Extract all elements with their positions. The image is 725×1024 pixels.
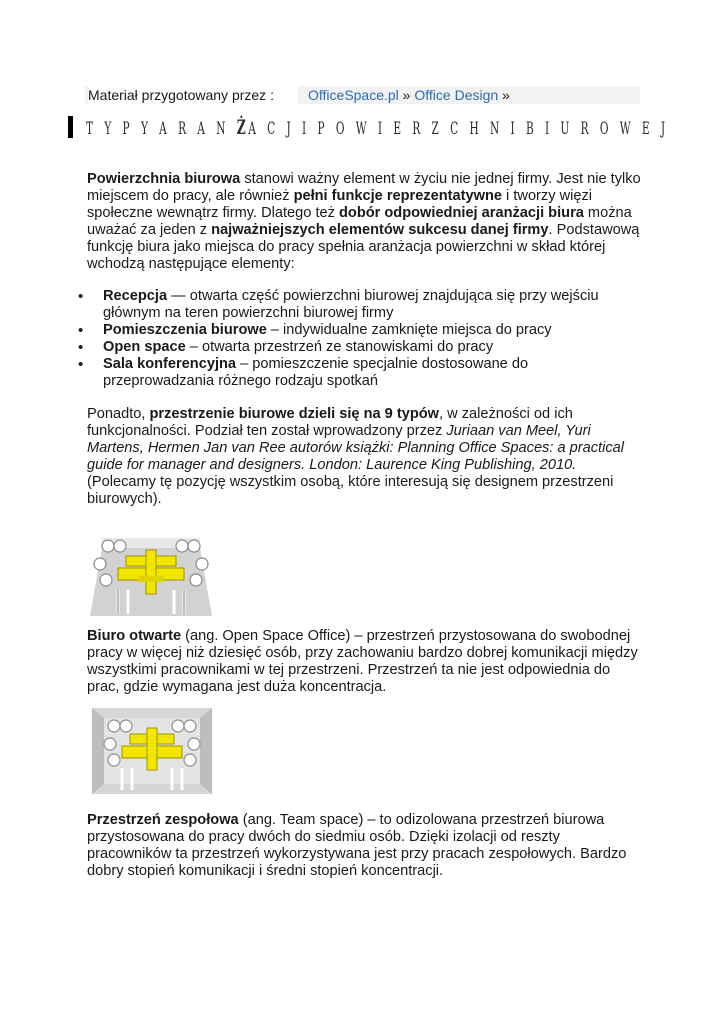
title-part: Ż [236, 115, 249, 139]
text-span: (ang. Team space) – to odizolowana przestrzeń biurowa przystosowana do pracy dwóch do siedmiu osób. Dzięki izolacji od reszty pracowników ta przestrzeń wykorzystywana jest przy pracach zespołowych. Bardzo dobry stopień komunikacji i średni stopień koncentracji. [87, 812, 627, 879]
list-item-desc: – pomieszczenie specjalnie dostosowane do przeprowadzania różnego rodzaju spotkań [103, 356, 529, 389]
text-span: , w zależności od ich funkcjonalności. Podział ten został wprowadzony przez [87, 406, 573, 439]
list-item-term: Recepcja [103, 288, 168, 304]
italic-citation: Juriaan van Meel, Yuri Martens, Hermen Jan van Ree autorów książki: Planning Office Spaces: a practical guide for manager and designers. London: Laurence King Publishing, 2010. [87, 423, 624, 473]
bold-text: Biuro otwarte [87, 628, 182, 644]
bold-text: przestrzenie biurowe dzieli się na 9 typów [149, 406, 440, 422]
bold-text: pełni funkcje reprezentatywne [293, 188, 502, 204]
text-span: . Podstawową funkcję biura jako miejsca do pracy spełnia aranżacja powierzchni w skład której wchodzą następujące elementy: [87, 222, 640, 272]
list-item [87, 288, 643, 322]
bold-text: dobór odpowiedniej aranżacji biura [338, 205, 584, 221]
team-space-paragraph [87, 812, 643, 880]
text-span: (Polecamy tę pozycję wszystkim osobą, które interesują się designem przestrzeni biurowych). [87, 474, 614, 507]
text-span: Ponadto, [87, 406, 150, 422]
bold-text: Przestrzeń zespołowa [87, 812, 239, 828]
team-space-illustration [90, 702, 214, 796]
text-span: (ang. Open Space Office) – przestrzeń przystosowana do swobodnej pracy w więcej niż dziesięć osób, przy zachowaniu bardzo dobrej komunikacji między wszystkimi pracownikami w tej przestrzeni. Przestrzeń ta nie jest odpowiednia do prac, gdzie wymagana jest duża koncentracja. [87, 628, 638, 695]
title-part: T Y P Y A R A N [86, 119, 237, 139]
office-types-paragraph [87, 406, 643, 508]
list-item-desc: – otwarta przestrzeń ze stanowiskami do pracy [185, 339, 494, 355]
breadcrumb-link-section[interactable]: Office Design [414, 87, 499, 103]
header-label: Materiał przygotowany przez : [88, 86, 298, 104]
bold-text: Powierzchnia biurowa [87, 171, 241, 187]
intro-paragraph [87, 171, 643, 273]
breadcrumb-separator: » [498, 87, 510, 103]
open-space-paragraph [87, 628, 643, 696]
breadcrumb-separator: » [398, 87, 415, 103]
list-item-term: Open space [103, 339, 186, 355]
title-marker [68, 116, 73, 138]
text-span: i tworzy więzi społeczne wewnątrz firmy. Dlatego też [87, 188, 593, 221]
elements-list [87, 288, 643, 390]
open-space-illustration [88, 530, 214, 618]
page-title [86, 116, 669, 138]
list-item-desc: — otwarta część powierzchni biurowej znajdująca się przy wejściu głównym na teren powierzchni biurowej firmy [103, 288, 599, 321]
list-item-desc: – indywidualne zamknięte miejsca do pracy [266, 322, 552, 338]
list-item-term: Pomieszczenia biurowe [103, 322, 267, 338]
list-item [87, 322, 643, 339]
breadcrumb [308, 86, 510, 104]
breadcrumb-link-site[interactable]: OfficeSpace.pl [308, 87, 399, 103]
list-item-term: Sala konferencyjna [103, 356, 237, 372]
text-span: stanowi ważny element w życiu nie jednej firmy. Jest nie tylko miejscem do pracy, ale również [87, 171, 641, 204]
bold-text: najważniejszych elementów sukcesu danej firmy [211, 222, 549, 238]
list-item [87, 339, 643, 356]
title-part: A C J I P O W I E R Z C H N I B I U R O W E J [248, 119, 670, 139]
list-item [87, 356, 643, 390]
text-span: można uważać za jeden z [87, 205, 632, 238]
